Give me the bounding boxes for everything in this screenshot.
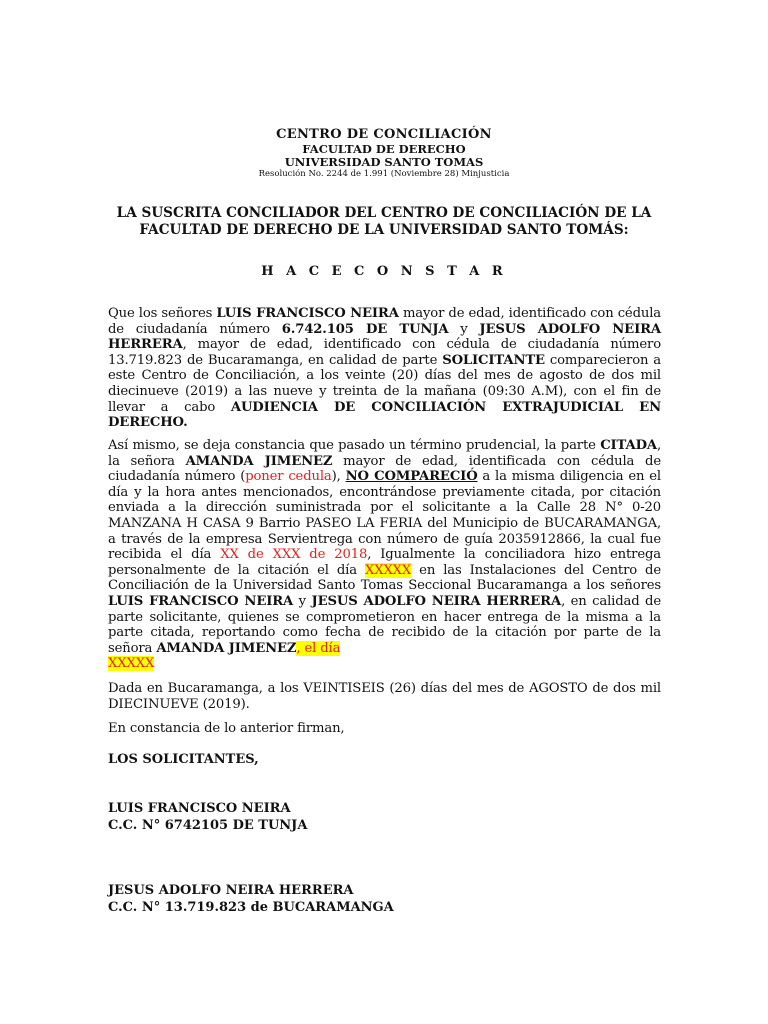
hearing-type: AUDIENCIA DE CONCILIACIÓN EXTRAJUDICIAL EN DERECHO. bbox=[108, 399, 661, 431]
text: ), bbox=[331, 469, 346, 485]
person-name: JESUS ADOLFO NEIRA HERRERA bbox=[311, 593, 562, 609]
center-name: CENTRO DE CONCILIACIÓN bbox=[276, 127, 492, 142]
text: a la misma diligencia en el día y la hora antes mencionados, encontrándose previamente citada, por citación enviada a la dirección suministrada por el solicitante a la Calle 28 N° 0-20 MANZANA H CASA 9 Barrio PASEO LA FERIA del Municipio de BUCARAMANGA, a través de la empresa Servientrega con número de guía 2035912866, la cual fue recibida el día bbox=[108, 469, 661, 563]
document-heading bbox=[108, 205, 660, 239]
person-name: LUIS FRANCISCO NEIRA bbox=[108, 593, 294, 609]
text: mayor de edad, identificado con cédula de ciudadanía número bbox=[108, 306, 662, 337]
text: , Igualmente la conciliadora hizo entrega personalmente de la citación el día bbox=[108, 547, 661, 578]
party-role: SOLICITANTE bbox=[442, 352, 545, 368]
paragraph-attendance bbox=[108, 306, 661, 431]
heading-line-2: FACULTAD DE DERECHO DE LA UNIVERSIDAD SANTO TOMÁS: bbox=[139, 222, 629, 238]
placeholder-cedula: poner cedula bbox=[245, 469, 332, 485]
person-name: AMANDA JIMENEZ bbox=[185, 453, 333, 469]
signature-block-1 bbox=[108, 800, 307, 834]
text: , la señora bbox=[108, 438, 661, 469]
no-comparecio: NO COMPARECIÓ bbox=[345, 469, 478, 485]
signatory-id: C.C. N° 13.719.823 de BUCARAMANGA bbox=[108, 900, 394, 915]
signatories-label: LOS SOLICITANTES, bbox=[108, 752, 259, 767]
person-name: JESUS ADOLFO NEIRA HERRERA bbox=[108, 321, 661, 353]
text: comparecieron a este Centro de Conciliación, a los veinte (20) días del mes de agosto de dos mil diecinueve (2019) a las nueve y treinta de la mañana (09:30 A.M), con el fin de llevar a cabo bbox=[108, 352, 662, 415]
resolution-line: Resolución No. 2244 de 1.991 (Noviembre 28) Minjusticia bbox=[258, 169, 510, 179]
placeholder-day: XXXXX bbox=[108, 656, 155, 672]
text: Así mismo, se deja constancia que pasado un término prudencial, la parte bbox=[108, 438, 601, 453]
signatory-name: JESUS ADOLFO NEIRA HERRERA bbox=[108, 883, 354, 898]
placeholder-el-dia: , el día bbox=[296, 640, 341, 656]
person-id: 6.742.105 DE TUNJA bbox=[281, 321, 449, 337]
placeholder-day: XXXXX bbox=[364, 562, 412, 578]
person-name: AMANDA JIMENEZ bbox=[156, 640, 297, 656]
faculty-name: FACULTAD DE DERECHO bbox=[302, 142, 466, 156]
text: Que los señores bbox=[108, 306, 217, 321]
heading-line-1: LA SUSCRITA CONCILIADOR DEL CENTRO DE CONCILIACIÓN DE LA bbox=[116, 205, 652, 221]
text: en las Instalaciones del Centro de Conciliación de la Universidad Santo Tomas Seccional Bucaramanga a los señores bbox=[108, 562, 661, 594]
text: y bbox=[293, 593, 312, 609]
text: mayor de edad, identificada con cédula de ciudadanía número ( bbox=[108, 453, 661, 485]
person-name: LUIS FRANCISCO NEIRA bbox=[216, 306, 399, 321]
university-name: UNIVERSIDAD SANTO TOMAS bbox=[284, 155, 484, 169]
text: , en calidad de parte solicitante, quienes se comprometieron en hacer entrega de la misma a la parte citada, reportando como fecha de recibido de la citación por parte de la señora bbox=[108, 593, 661, 656]
text: y bbox=[448, 321, 480, 337]
paragraph-dated: Dada en Bucaramanga, a los VEINTISEIS (26) días del mes de AGOSTO de dos mil DIECINUEVE (2019). bbox=[108, 681, 661, 712]
text: , mayor de edad, identificado con cédula de ciudadanía número 13.719.823 de Bucaramanga, en calidad de parte bbox=[108, 337, 661, 368]
paragraph-non-appearance bbox=[108, 438, 661, 672]
signatory-id: C.C. N° 6742105 DE TUNJA bbox=[108, 818, 308, 833]
placeholder-date: XX de XXX de 2018 bbox=[220, 547, 368, 563]
party-citada: CITADA bbox=[600, 438, 657, 453]
paragraph-signoff: En constancia de lo anterior firman, bbox=[108, 721, 345, 736]
signature-block-2 bbox=[108, 882, 394, 916]
signatory-name: LUIS FRANCISCO NEIRA bbox=[108, 801, 291, 816]
hace-constar-title: H A C E C O N S T A R bbox=[261, 264, 507, 279]
